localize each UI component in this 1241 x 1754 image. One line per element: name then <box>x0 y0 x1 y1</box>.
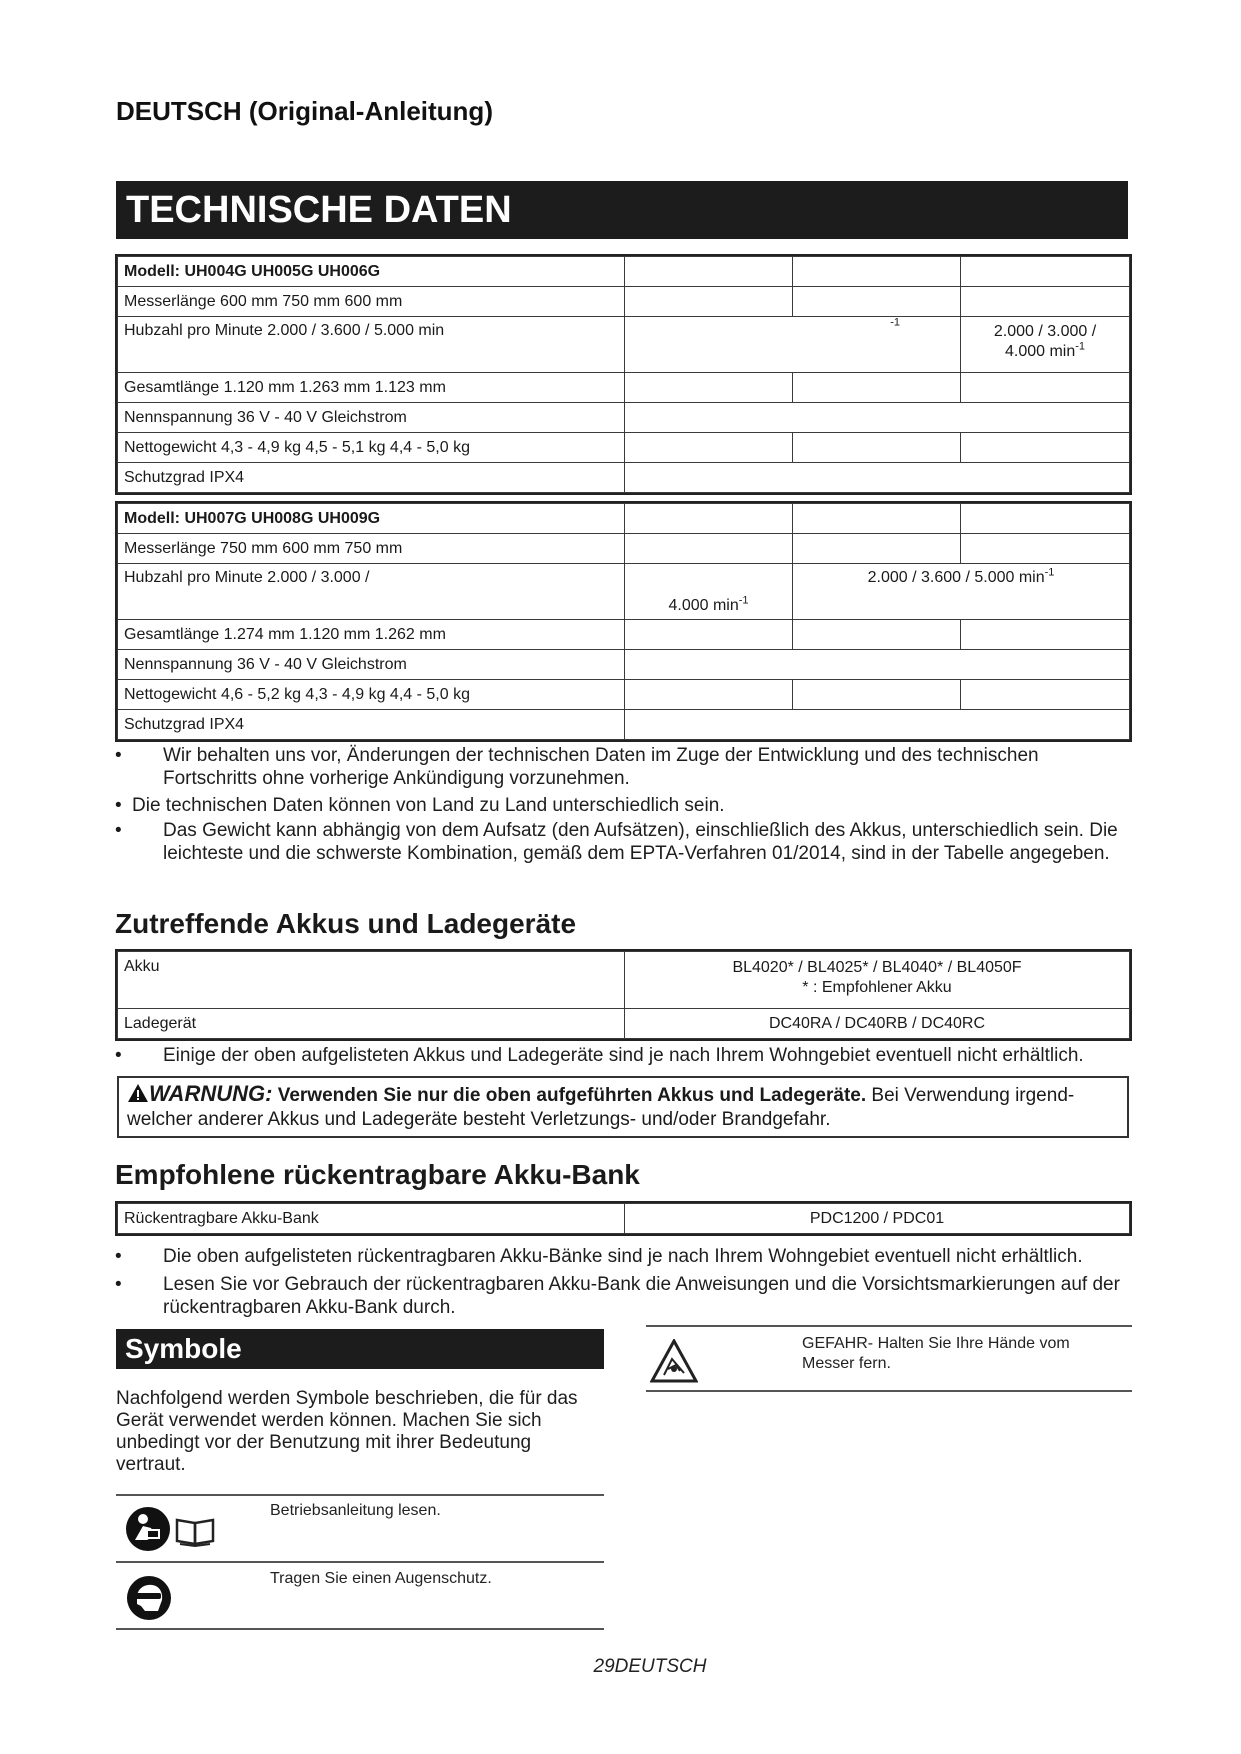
spec-protection: Schutzgrad IPX4 <box>118 710 625 740</box>
backpack-note-1: Die oben aufgelisteten rückentragbaren Akku-Bänke sind je nach Ihrem Wohngebiet eventuell nicht erhältlich. <box>163 1246 1083 1267</box>
symbol-text-danger: GEFAHR- Halten Sie Ihre Hände vom Messer fern. <box>802 1335 1070 1372</box>
warning-bold-text: Verwenden Sie nur die oben aufgeführten Akkus und Ladegeräte. <box>277 1085 867 1106</box>
symbol-text-eye: Tragen Sie einen Augenschutz. <box>270 1570 492 1587</box>
section-title-symbols: Symbole <box>116 1329 604 1369</box>
spec-blade-length: Messerlänge 600 mm 750 mm 600 mm <box>118 287 625 317</box>
spec-protection: Schutzgrad IPX4 <box>118 463 625 493</box>
tech-note-1: Wir behalten uns vor, Änderungen der technischen Daten im Zuge der Entwicklung und des technischen Fortschritts ohne vorherige Ankündigung vorzunehmen. <box>163 745 1039 789</box>
charger-label: Ladegerät <box>118 1009 625 1039</box>
spec-strokes: Hubzahl pro Minute 2.000 / 3.000 / <box>118 564 625 620</box>
spec-strokes-right: 2.000 / 3.600 / 5.000 $\min^{-1}$ <box>793 564 1130 620</box>
warning-title: WARNUNG: <box>149 1081 273 1106</box>
battery-label: Akku <box>118 952 625 1009</box>
spec-voltage: Nennspannung 36 V - 40 V Gleichstrom <box>118 403 625 433</box>
spec-table-2 <box>117 503 1130 740</box>
charger-value: DC40RA / DC40RB / DC40RC <box>625 1009 1130 1039</box>
read-manual-icon <box>125 1506 221 1557</box>
heading-backpack: Empfohlene rückentragbare Akku-Bank <box>115 1159 640 1190</box>
battery-value: BL4020* / BL4025* / BL4040* / BL4050F * : Empfohlener Akku <box>625 952 1130 1009</box>
backpack-label: Rückentragbare Akku-Bank <box>118 1204 625 1234</box>
symbols-intro: Nachfolgend werden Symbole beschrieben, die für das Gerät verwendet werden können. Machen Sie sich unbedingt vor der Benutzung mit ihrer Bedeutung vertraut. <box>116 1388 578 1475</box>
spec-strokes-col2: 4.000 $\min^{-1}$ <box>625 564 793 620</box>
bullet: • <box>115 1045 122 1066</box>
tech-note-2: Die technischen Daten können von Land zu Land unterschiedlich sein. <box>132 795 725 816</box>
document-language-header: DEUTSCH (Original-Anleitung) <box>116 96 493 126</box>
spec-strokes: Hubzahl pro Minute 2.000 / 3.600 / 5.000 min <box>118 317 625 373</box>
heading-batteries: Zutreffende Akkus und Ladegeräte <box>115 908 577 939</box>
spec-voltage: Nennspannung 36 V - 40 V Gleichstrom <box>118 650 625 680</box>
spec-model: Modell: UH007G UH008G UH009G <box>118 504 625 534</box>
symbol-text-manual: Betriebsanleitung lesen. <box>270 1502 441 1519</box>
backpack-note-2: Lesen Sie vor Gebrauch der rückentragbaren Akku-Bank die Anweisungen und die Vorsichtsmarkierungen auf der rückentragbaren Akku-Bank durch. <box>163 1274 1120 1318</box>
bullet: • <box>115 1274 122 1295</box>
spec-total-length: Gesamtlänge 1.120 mm 1.263 mm 1.123 mm <box>118 373 625 403</box>
bullet: • <box>115 820 122 841</box>
warning-icon <box>127 1083 149 1103</box>
battery-note: Einige der oben aufgelisteten Akkus und Ladegeräte sind je nach Ihrem Wohngebiet eventuell nicht erhältlich. <box>163 1045 1084 1066</box>
spec-weight: Nettogewicht 4,3 - 4,9 kg 4,5 - 5,1 kg 4,4 - 5,0 kg <box>118 433 625 463</box>
spec-strokes-right: 2.000 / 3.000 / 4.000 $\min^{-1}$ <box>961 317 1130 373</box>
eye-protection-icon <box>125 1574 173 1627</box>
backpack-table <box>117 1203 1130 1234</box>
blade-danger-icon <box>650 1339 698 1388</box>
spec-blade-length: Messerlänge 750 mm 600 mm 750 mm <box>118 534 625 564</box>
tech-note-3: Das Gewicht kann abhängig von dem Aufsatz (den Aufsätzen), einschließlich des Akkus, unterschiedlich sein. Die leichteste und die schwerste Kombination, gemäß dem EPTA-Verfahren 01/2014, sind in der Tabelle angegeben. <box>163 820 1118 864</box>
spec-total-length: Gesamtlänge 1.274 mm 1.120 mm 1.262 mm <box>118 620 625 650</box>
page-footer: 29DEUTSCH <box>593 1656 707 1677</box>
section-title-technical-data: TECHNISCHE DATEN <box>116 181 1128 239</box>
spec-strokes-unit: -1 <box>625 317 961 373</box>
bullet: • <box>115 745 122 766</box>
bullet: • <box>115 1246 122 1267</box>
warning-box <box>117 1076 1129 1138</box>
battery-table <box>117 951 1130 1039</box>
spec-model: Modell: UH004G UH005G UH006G <box>118 257 625 287</box>
spec-weight: Nettogewicht 4,6 - 5,2 kg 4,3 - 4,9 kg 4,4 - 5,0 kg <box>118 680 625 710</box>
warning-text: Bei Verwendung irgend-welcher anderer Akkus und Ladegeräte besteht Verletzungs- und/oder Brandgefahr. <box>127 1085 1075 1130</box>
bullet: • <box>115 795 122 816</box>
spec-table-1 <box>117 256 1130 493</box>
backpack-value: PDC1200 / PDC01 <box>625 1204 1130 1234</box>
